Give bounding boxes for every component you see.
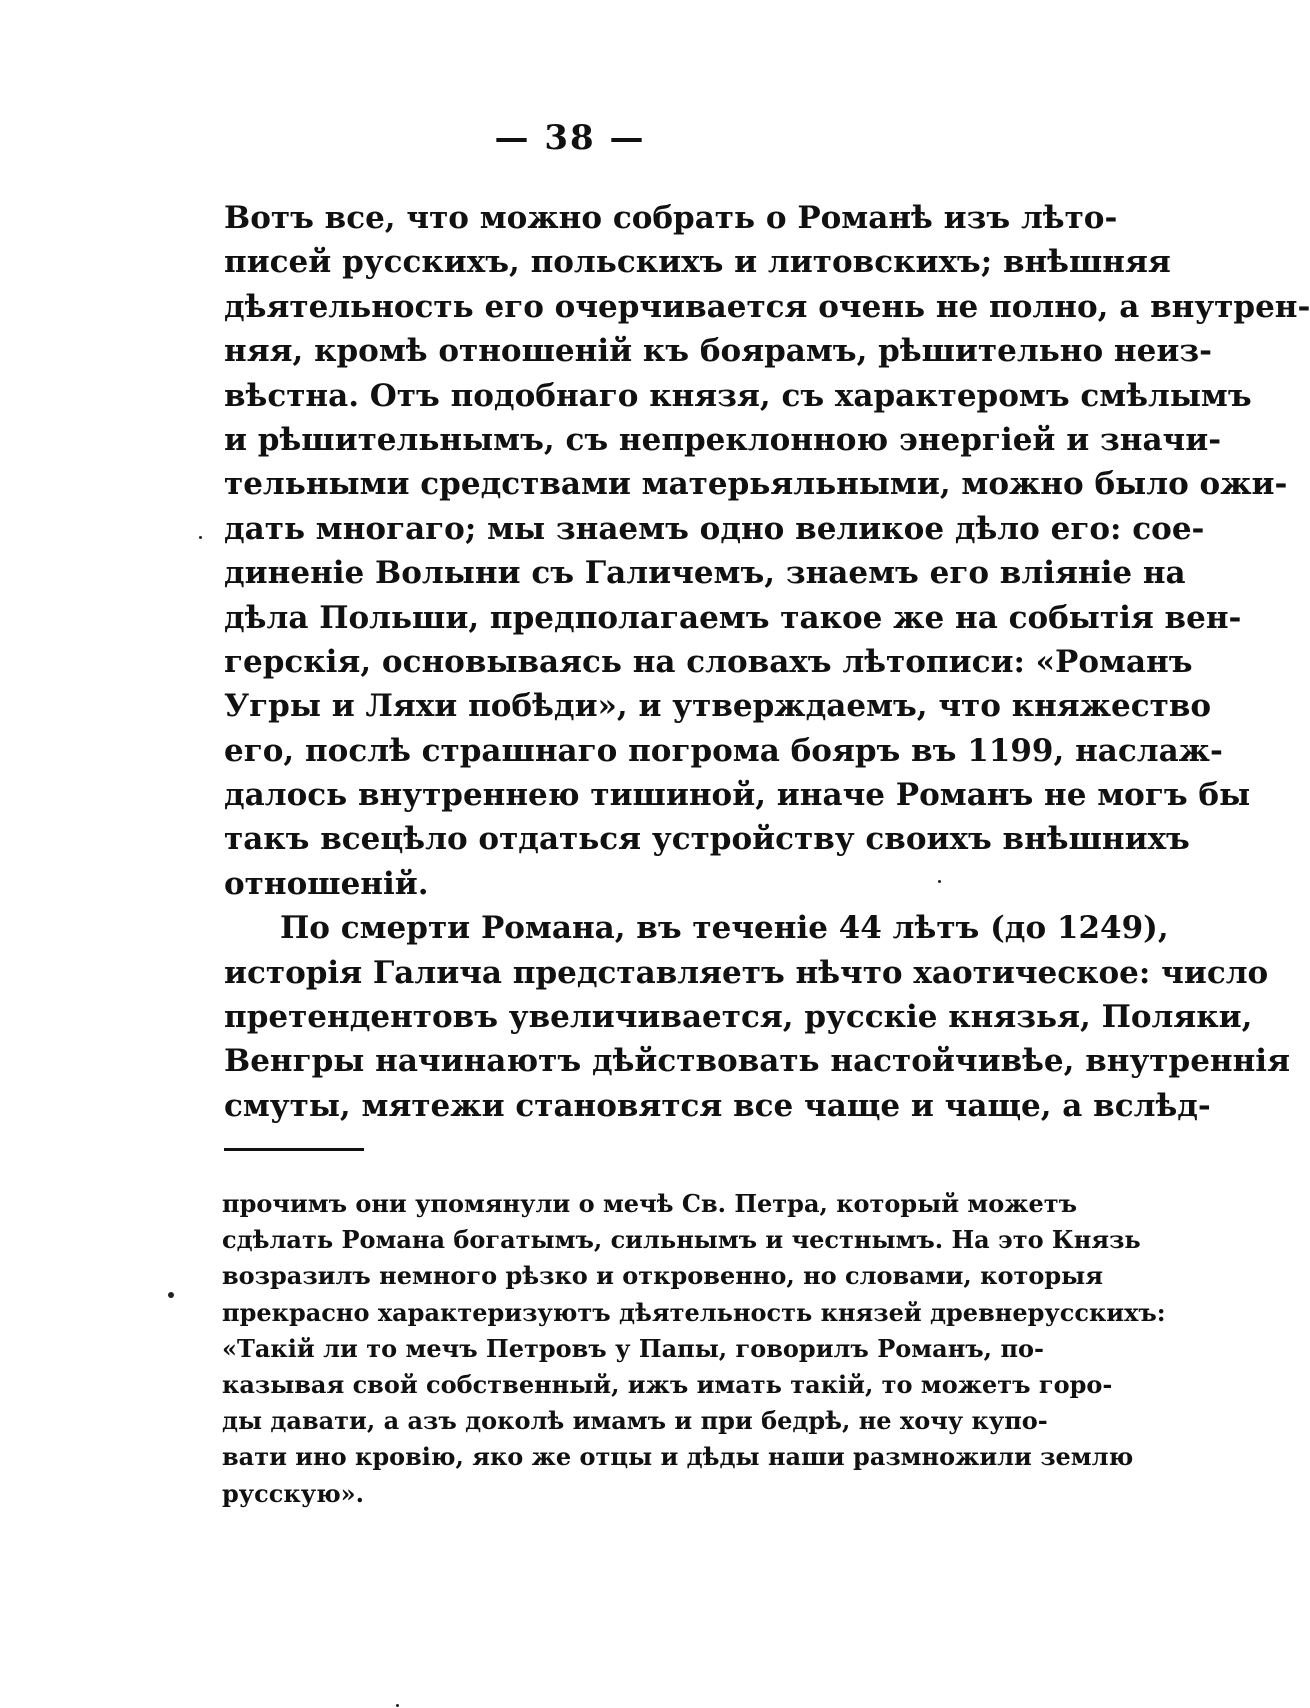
text-line: дать многаго; мы знаемъ одно великое дѣло его: сое- (224, 510, 1205, 547)
footnote (222, 1186, 1166, 1512)
footnote-line: прекрасно характеризуютъ дѣятельность князей древнерусскихъ: (222, 1297, 1166, 1327)
text-line: далось внутреннею тишиной, иначе Романъ не могъ бы (224, 777, 1251, 814)
footnote-line: русскую». (222, 1478, 365, 1508)
text-line: Вотъ все, что можно собрать о Романѣ изъ лѣто- (224, 200, 1118, 236)
text-line: писей русскихъ, польскихъ и литовскихъ; внѣшняя (224, 244, 1171, 281)
scan-speck (199, 536, 202, 539)
footnote-separator (224, 1148, 364, 1151)
footnote-line: прочимъ они упомянули о мечѣ Св. Петра, который можетъ (222, 1189, 1078, 1218)
text-line: тельными средствами матерьяльными, можно было ожи- (224, 466, 1288, 503)
text-line: смуты, мятежи становятся все чаще и чаще, а вслѣд- (224, 1087, 1211, 1124)
footnote-line: казывая свой собственный, ижъ имать такій, то можетъ горо- (222, 1369, 1113, 1399)
text-line: такъ всецѣло отдаться устройству своихъ внѣшнихъ (224, 821, 1190, 858)
text-line: герскія, основываясь на словахъ лѣтописи: «Романъ (224, 643, 1193, 680)
footnote-line: ды давати, а азъ доколѣ имамъ и при бедрѣ, не хочу купо- (222, 1406, 1048, 1436)
text-line: его, послѣ страшнаго погрома бояръ въ 1199, наслаж- (224, 732, 1223, 769)
paragraph-2 (224, 906, 1290, 1128)
text-line: По смерти Романа, въ теченіе 44 лѣтъ (до 1249), (280, 910, 1169, 947)
scan-speck (396, 1704, 399, 1707)
text-line: вѣстна. Отъ подобнаго князя, съ характеромъ смѣлымъ (224, 377, 1252, 414)
text-line: отношеній. (224, 865, 429, 902)
paragraph-1 (224, 196, 1310, 906)
text-line: дѣла Польши, предполагаемъ такое же на событія вен- (224, 599, 1242, 636)
scan-speck (168, 1292, 174, 1298)
footnote-line: сдѣлать Романа богатымъ, сильнымъ и честнымъ. На это Князь (222, 1225, 1141, 1255)
text-line: Венгры начинаютъ дѣйствовать настойчивѣе, внутреннія (224, 1043, 1290, 1080)
footnote-line: возразилъ немного рѣзко и откровенно, но словами, которыя (222, 1261, 1103, 1291)
main-text (224, 196, 1310, 1128)
text-line: дѣятельность его очерчивается очень не полно, а внутрен- (224, 288, 1310, 325)
text-line: Угры и Ляхи побѣди», и утверждаемъ, что княжество (224, 688, 1212, 725)
page-number: — 38 — (494, 118, 646, 158)
text-line: диненіе Волыни съ Галичемъ, знаемъ его вліяніе на (224, 555, 1186, 592)
footnote-line: «Такій ли то мечъ Петровъ у Папы, говорилъ Романъ, по- (222, 1333, 1044, 1363)
text-line: претендентовъ увеличивается, русскіе князья, Поляки, (224, 999, 1253, 1036)
text-line: исторія Галича представляетъ нѣчто хаотическое: число (224, 954, 1269, 991)
scan-speck (938, 880, 941, 883)
footnote-line: вати ино кровію, яко же отцы и дѣды наши размножили землю (222, 1442, 1134, 1472)
text-line: и рѣшительнымъ, съ непреклонною энергіей и значи- (224, 421, 1222, 458)
text-line: няя, кромѣ отношеній къ боярамъ, рѣшительно неиз- (224, 333, 1212, 370)
